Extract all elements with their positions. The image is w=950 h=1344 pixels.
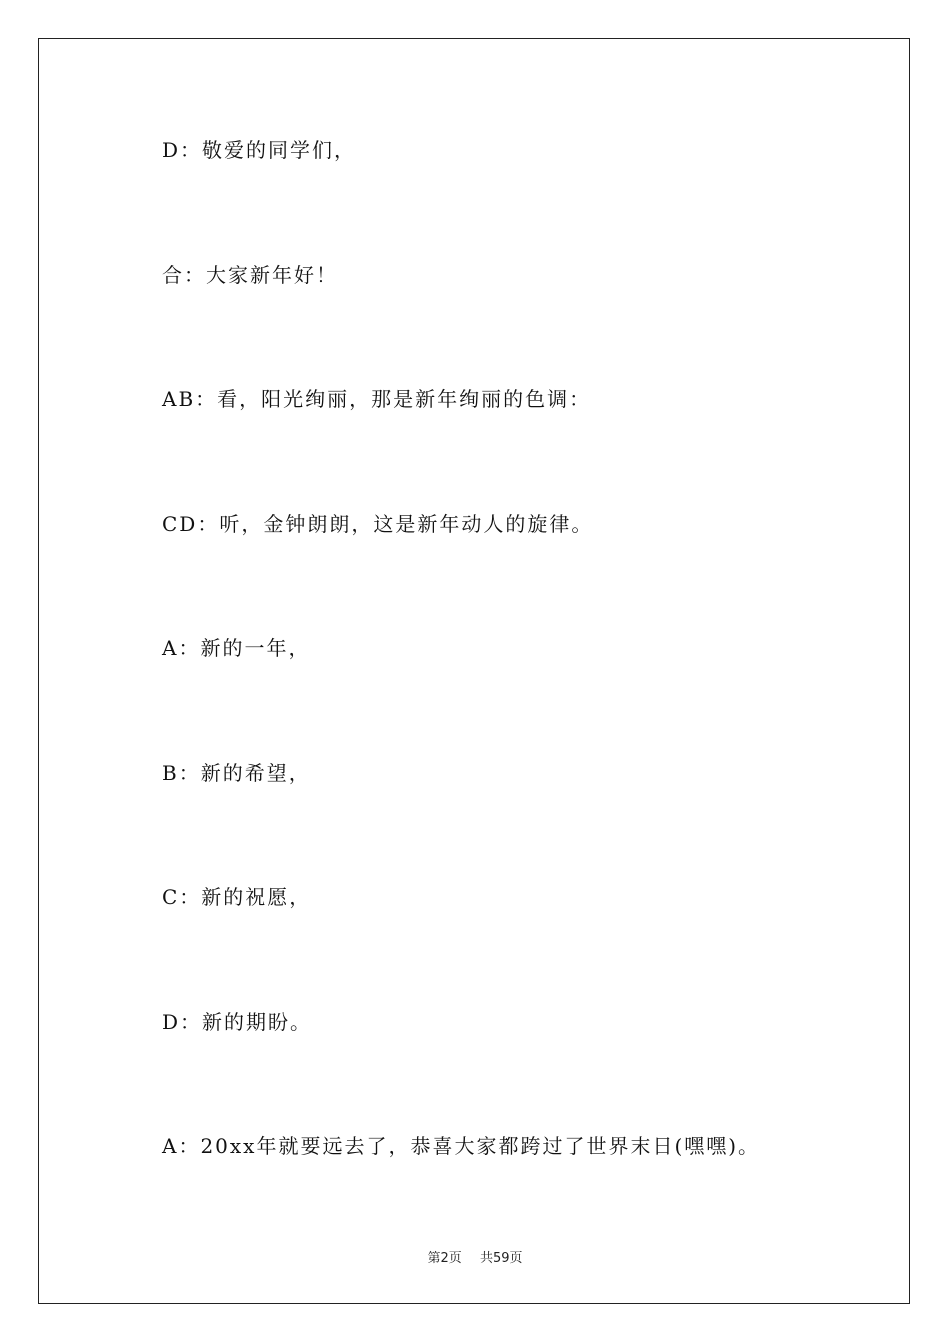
page-total: 共59页 — [479, 1251, 523, 1266]
page-number: 第2页 — [427, 1251, 462, 1266]
script-line-5: A：新的一年， — [162, 636, 311, 660]
script-line-9: A：20xx年就要远去了，恭喜大家都跨过了世界末日(嘿嘿)。 — [162, 1134, 761, 1158]
script-line-3: AB：看，阳光绚丽，那是新年绚丽的色调： — [162, 387, 592, 411]
script-line-2: 合：大家新年好！ — [162, 263, 338, 287]
script-line-1: D：敬爱的同学们， — [162, 138, 357, 162]
page-footer — [0, 1247, 950, 1266]
script-line-4: CD：听，金钟朗朗，这是新年动人的旋律。 — [162, 512, 594, 536]
script-line-6: B：新的希望， — [162, 761, 311, 785]
page-border — [38, 38, 910, 1304]
script-line-7: C：新的祝愿， — [162, 885, 312, 909]
script-line-8: D：新的期盼。 — [162, 1010, 313, 1034]
